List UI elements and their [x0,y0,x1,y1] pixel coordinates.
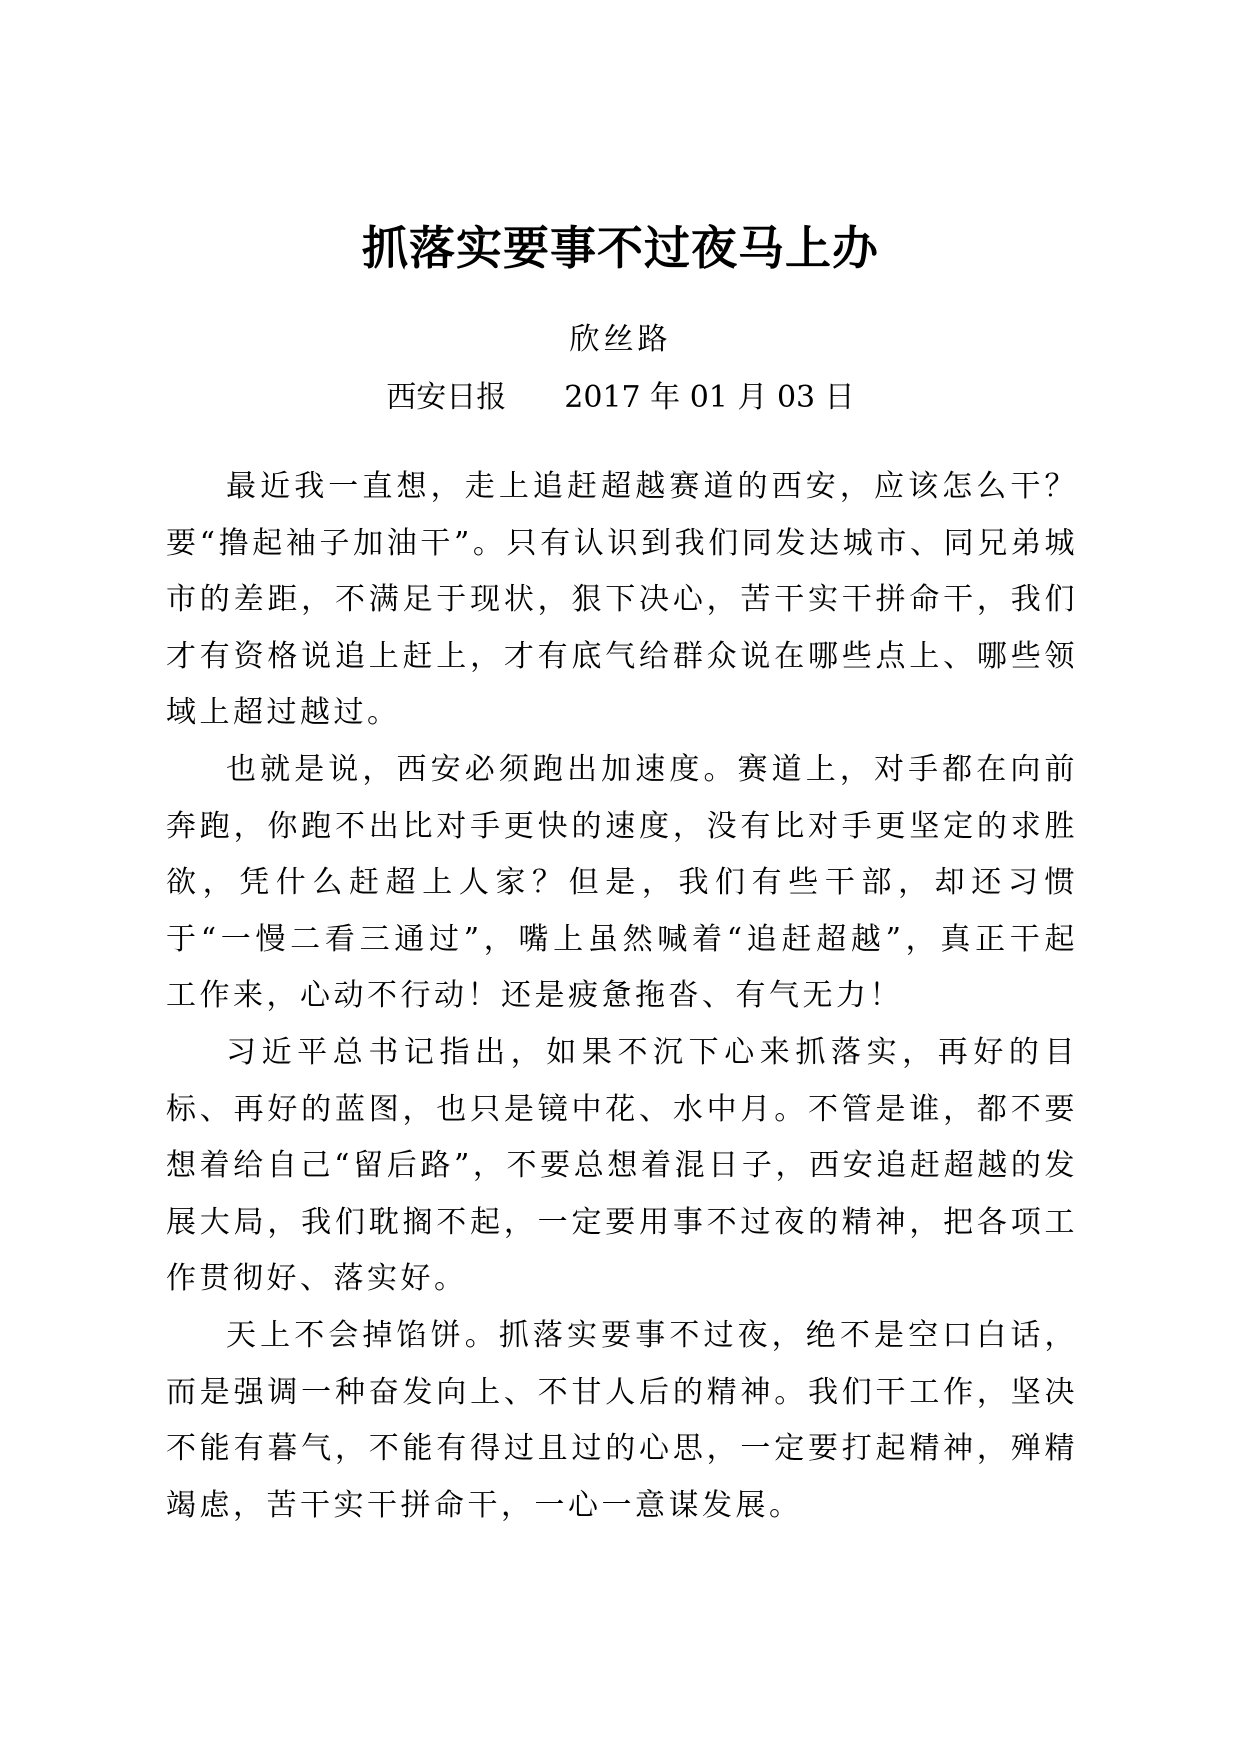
paragraph: 也就是说，西安必须跑出加速度。赛道上，对手都在向前奔跑，你跑不出比对手更快的速度，没有比对手更坚定的求胜欲，凭什么赶超上人家？但是，我们有些干部，却还习惯于“一慢二看三通过”，嘴上虽然喊着“追赶超越”，真正干起工作来，心动不行动！还是疲惫拖沓、有气无力！ [166,751,1078,1014]
article-body [166,459,1078,1534]
paragraph: 习近平总书记指出，如果不沉下心来抓落实，再好的目标、再好的蓝图，也只是镜中花、水中月。不管是谁，都不要想着给自己“留后路”，不要总想着混日子，西安追赶超越的发展大局，我们耽搁不起，一定要用事不过夜的精神，把各项工作贯彻好、落实好。 [166,1034,1078,1297]
paragraph: 天上不会掉馅饼。抓落实要事不过夜，绝不是空口白话，而是强调一种奋发向上、不甘人后的精神。我们干工作，坚决不能有暮气，不能有得过且过的心思，一定要打起精神，殚精竭虑，苦干实干拼命干，一心一意谋发展。 [166,1317,1078,1523]
article-author: 欣丝路 [569,322,672,357]
article-title: 抓落实要事不过夜马上办 [362,221,879,275]
publication-name: 西安日报 [386,380,507,415]
paragraph: 最近我一直想，走上追赶超越赛道的西安，应该怎么干？要“撸起袖子加油干”。只有认识到我们同发达城市、同兄弟城市的差距，不满足于现状，狠下决心，苦干实干拼命干，我们才有资格说追上赶上，才有底气给群众说在哪些点上、哪些领域上超过越过。 [166,469,1078,731]
publication-date: 2017 年 01 月 03 日 [564,380,855,415]
article-source-line [0,376,1241,420]
